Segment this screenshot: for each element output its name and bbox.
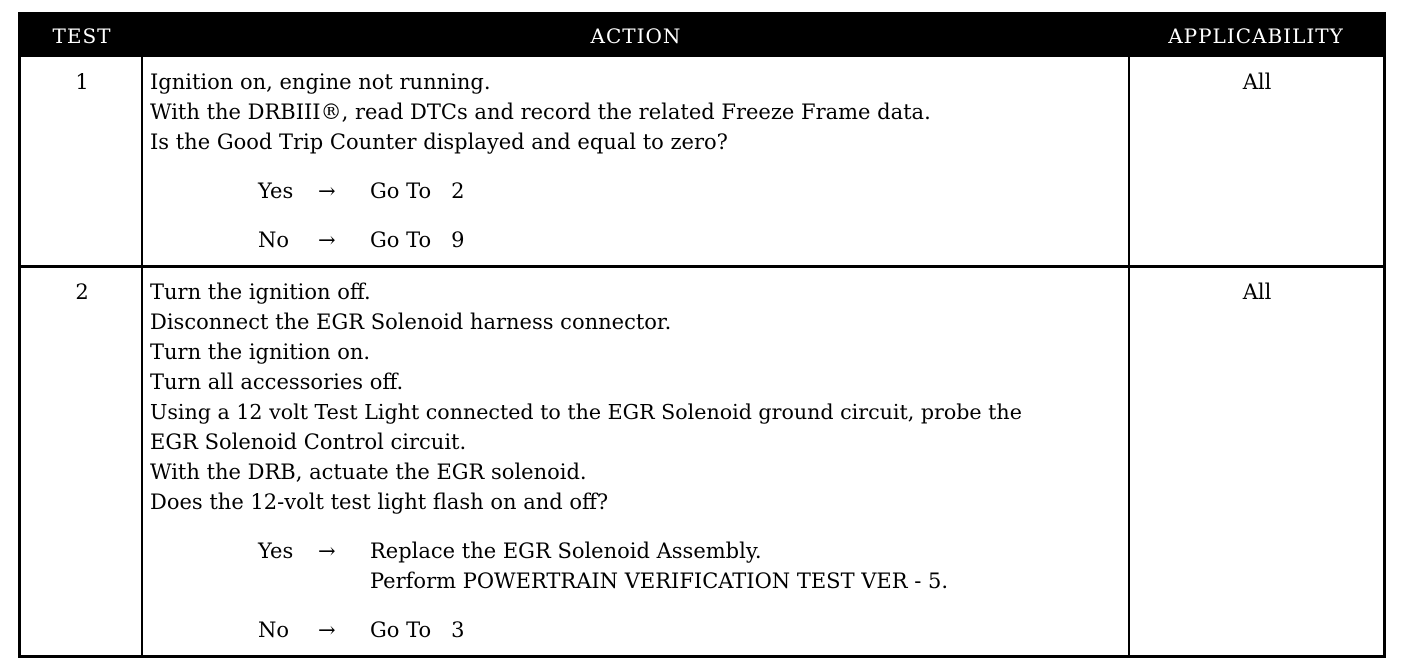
test-number: 2 xyxy=(75,280,89,304)
branch-result: Go To 2 xyxy=(370,179,465,203)
header-test: TEST xyxy=(52,24,112,48)
branch-result: Go To 3 xyxy=(370,618,465,642)
table-header xyxy=(21,15,1383,57)
action-line: Turn the ignition off. xyxy=(150,280,371,304)
row-divider xyxy=(21,265,1383,268)
right-arrow-icon: → xyxy=(318,618,336,642)
action-line: Does the 12-volt test light flash on and off? xyxy=(150,490,609,514)
test-number: 1 xyxy=(75,70,89,94)
action-line: EGR Solenoid Control circuit. xyxy=(150,430,467,454)
header-applicability: APPLICABILITY xyxy=(1168,24,1344,48)
action-line: Turn all accessories off. xyxy=(150,370,404,394)
column-divider-action xyxy=(1128,57,1130,655)
action-line: With the DRBIII®, read DTCs and record the related Freeze Frame data. xyxy=(150,100,931,124)
branch-result: Perform POWERTRAIN VERIFICATION TEST VER - 5. xyxy=(370,569,949,593)
right-arrow-icon: → xyxy=(318,179,336,203)
branch-answer: Yes xyxy=(258,539,294,563)
right-arrow-icon: → xyxy=(318,228,336,252)
applicability-value: All xyxy=(1242,280,1272,304)
action-line: With the DRB, actuate the EGR solenoid. xyxy=(150,460,587,484)
test-table xyxy=(18,12,1386,658)
branch-result: Go To 9 xyxy=(370,228,465,252)
applicability-value: All xyxy=(1242,70,1272,94)
header-action: ACTION xyxy=(590,24,682,48)
action-line: Is the Good Trip Counter displayed and equal to zero? xyxy=(150,130,728,154)
action-line: Turn the ignition on. xyxy=(150,340,371,364)
branch-answer: No xyxy=(258,618,290,642)
right-arrow-icon: → xyxy=(318,539,336,563)
branch-answer: Yes xyxy=(258,179,294,203)
action-line: Using a 12 volt Test Light connected to the EGR Solenoid ground circuit, probe the xyxy=(150,400,1022,424)
branch-answer: No xyxy=(258,228,290,252)
branch-result: Replace the EGR Solenoid Assembly. xyxy=(370,539,762,563)
column-divider-test xyxy=(141,57,143,655)
action-text xyxy=(150,277,1022,517)
action-line: Ignition on, engine not running. xyxy=(150,70,491,94)
action-text xyxy=(150,67,931,157)
action-line: Disconnect the EGR Solenoid harness connector. xyxy=(150,310,672,334)
